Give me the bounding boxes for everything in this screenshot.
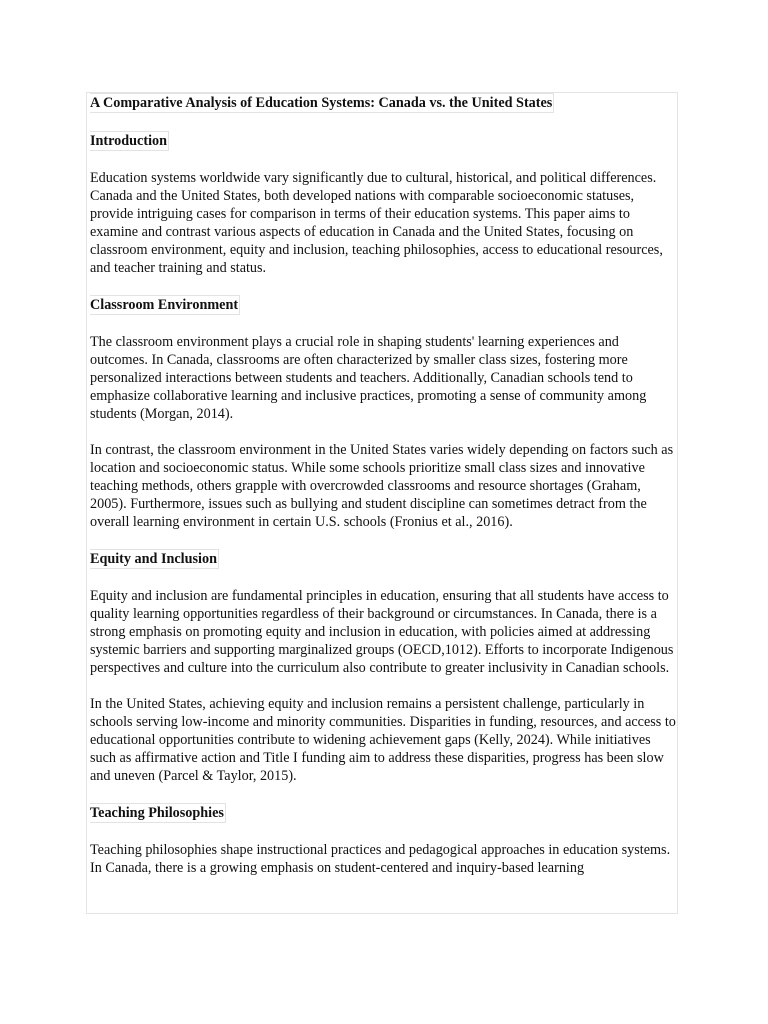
section-heading: Teaching Philosophies — [90, 805, 224, 821]
paragraph: In contrast, the classroom environment in the United States varies widely depending on factors such as location and socioeconomic status. While some schools prioritize small class sizes and innovative teaching methods, others grapple with overcrowded classrooms and resource shortages (Graham, 2005). Furthermore, issues such as bullying and student discipline can sometimes detract from the overall learning environment in certain U.S. schools (Fronius et al., 2016). — [90, 442, 674, 530]
section-heading: Classroom Environment — [90, 297, 239, 313]
paragraph: In the United States, achieving equity and inclusion remains a persistent challenge, particularly in schools serving low-income and minority communities. Disparities in funding, resources, and access to educational opportunities contribute to widening achievement gaps (Kelly, 2024). While initiatives such as affirmative action and Title I funding aim to address these disparities, progress has been slow and uneven (Parcel & Taylor, 2015). — [90, 696, 676, 784]
document-body — [90, 93, 680, 905]
document-title: A Comparative Analysis of Education Systems: Canada vs. the United States — [90, 95, 553, 111]
paragraph: Education systems worldwide vary significantly due to cultural, historical, and political differences. Canada and the United States, both developed nations with comparable socioeconomic statuses, provide intriguing cases for comparison in terms of their education systems. This paper aims to examine and contrast various aspects of education in Canada and the United States, focusing on classroom environment, equity and inclusion, teaching philosophies, access to educational resources, and teacher training and status. — [90, 170, 663, 276]
paragraph: The classroom environment plays a crucial role in shaping students' learning experiences and outcomes. In Canada, classrooms are often characterized by smaller class sizes, fostering more personalized interactions between students and teachers. Additionally, Canadian schools tend to emphasize collaborative learning and inclusive practices, promoting a sense of community among students (Morgan, 2014). — [90, 334, 647, 422]
section-classroom-environment — [90, 295, 680, 531]
section-teaching-philosophies — [90, 803, 680, 877]
paragraph: Equity and inclusion are fundamental principles in education, ensuring that all students have access to quality learning opportunities regardless of their background or circumstances. In Canada, there is a strong emphasis on promoting equity and inclusion in education, with policies aimed at addressing systemic barriers and supporting marginalized groups (OECD,1012). Efforts to incorporate Indigenous perspectives and culture into the curriculum also contribute to greater inclusivity in Canadian schools. — [90, 588, 674, 676]
section-introduction — [90, 131, 680, 277]
paragraph: Teaching philosophies shape instructional practices and pedagogical approaches in education systems. In Canada, there is a growing emphasis on student-centered and inquiry-based learning — [90, 842, 671, 876]
section-equity-and-inclusion — [90, 549, 680, 785]
section-heading: Equity and Inclusion — [90, 551, 217, 567]
section-heading: Introduction — [90, 133, 167, 149]
